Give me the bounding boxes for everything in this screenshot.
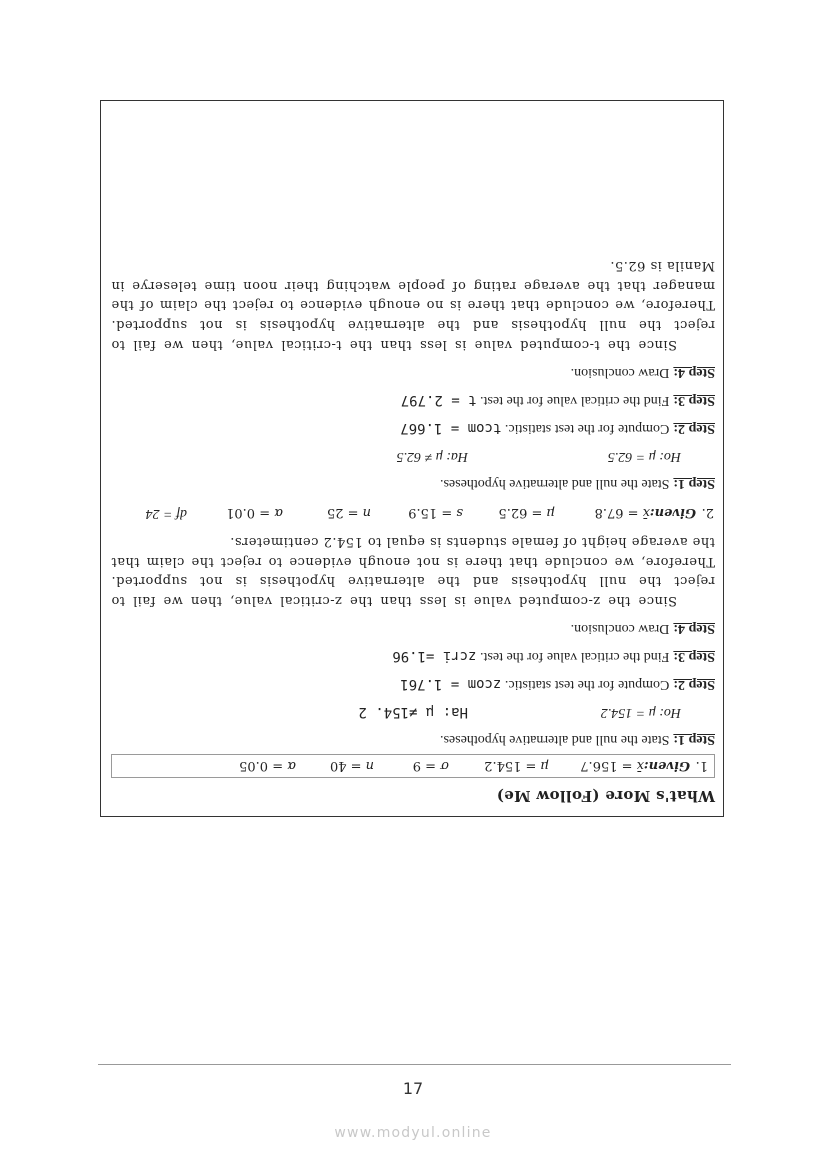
given-symbol: α bbox=[287, 758, 296, 774]
given-value: = 25 bbox=[326, 505, 359, 521]
problem-1-given-label: Given: bbox=[643, 758, 690, 774]
given-value: = 40 bbox=[329, 758, 362, 774]
step-text: Compute for the test statistic. bbox=[504, 677, 670, 692]
given-value: = 62.5 bbox=[498, 505, 543, 521]
given-value: = 154.2 bbox=[484, 758, 537, 774]
step-label: Step 1: bbox=[673, 475, 715, 491]
given-symbol: σ bbox=[440, 758, 449, 774]
given-value: = 156.7 bbox=[580, 758, 633, 774]
given-symbol: x̄ bbox=[636, 758, 644, 774]
given-value: = 0.05 bbox=[239, 758, 284, 774]
problem-1-step-1 bbox=[111, 730, 715, 748]
alternative-hypothesis: Ha: μ ≠ 62.5 bbox=[396, 448, 468, 464]
step-label: Step 3: bbox=[673, 392, 715, 408]
problem-1-number: 1. bbox=[695, 758, 708, 774]
given-symbol: df bbox=[176, 505, 187, 521]
step-text: State the null and alternative hypotheses. bbox=[439, 475, 670, 491]
step-text: Find the critical value for the test. bbox=[480, 392, 670, 408]
given-symbol: s bbox=[456, 505, 463, 521]
page-number: 17 bbox=[402, 1079, 424, 1098]
problem-2-step-3 bbox=[111, 391, 715, 409]
given-value: = 24 bbox=[145, 505, 173, 521]
problem-1-given bbox=[111, 754, 715, 778]
problem-1-step-2 bbox=[111, 675, 715, 693]
problem-2-conclusion: Since the t-computed value is less than the t-critical value, then we fail to reject the null hypothesis and the alternative hypothesis is not supported. Therefore, we conclude that there is no enough evidence to reject the claim of the manager that the average rating of people watching their noon time teleserye in Manila is 62.5. bbox=[111, 258, 715, 352]
given-value: = 15.9 bbox=[408, 505, 453, 521]
problem-1-hypotheses bbox=[111, 703, 715, 721]
step-label: Step 4: bbox=[673, 621, 715, 636]
given-symbol: μ bbox=[540, 758, 549, 774]
problem-2-given bbox=[111, 504, 715, 522]
given-value: = 67.8 bbox=[594, 505, 639, 521]
rotated-content bbox=[101, 101, 725, 818]
problem-2-step-2 bbox=[111, 419, 715, 437]
given-value: = 9 bbox=[412, 758, 436, 774]
step-label: Step 4: bbox=[673, 364, 715, 380]
step-label: Step 2: bbox=[673, 420, 715, 436]
problem-2-number: 2. bbox=[701, 505, 714, 521]
step-label: Step 1: bbox=[673, 732, 715, 747]
given-symbol: x̄ bbox=[642, 505, 650, 521]
problem-2-given-label: Given: bbox=[649, 505, 696, 521]
problem-2-step-1 bbox=[111, 474, 715, 492]
footer-divider bbox=[98, 1064, 731, 1065]
content-inner bbox=[111, 256, 715, 808]
step-text: Draw conclusion. bbox=[570, 621, 670, 636]
step-text: Compute for the test statistic. bbox=[504, 420, 670, 436]
given-value: = 0.01 bbox=[226, 505, 271, 521]
null-hypothesis: Ho: μ = 62.5 bbox=[607, 448, 681, 464]
problem-2-hypotheses bbox=[111, 447, 715, 465]
step-text: Draw conclusion. bbox=[570, 364, 670, 380]
problem-1-step-3 bbox=[111, 647, 715, 665]
step-text: State the null and alternative hypotheses. bbox=[439, 732, 670, 747]
step-label: Step 3: bbox=[673, 649, 715, 664]
problem-2-step-4 bbox=[111, 363, 715, 381]
given-symbol: μ bbox=[546, 505, 555, 521]
step-value: t = 2.797 bbox=[400, 391, 477, 408]
given-symbol: α bbox=[274, 505, 283, 521]
watermark: www.modyul.online bbox=[334, 1125, 492, 1141]
alternative-hypothesis: Ha: μ ≠154. 2 bbox=[358, 704, 468, 720]
given-symbol: n bbox=[365, 758, 374, 774]
step-text: Find the critical value for the test. bbox=[480, 649, 670, 664]
problem-1-conclusion: Since the z-computed value is less than the z-critical value, then we fail to reject the null hypothesis and the alternative hypothesis is not supported. Therefore, we conclude that there is not enough evidence to reject the claim that the average height of female students is equal to 154.2 centimeters. bbox=[111, 534, 715, 608]
step-value: tcom = 1.667 bbox=[400, 419, 502, 436]
step-value: zcri =1.96 bbox=[392, 648, 477, 664]
step-label: Step 2: bbox=[673, 677, 715, 692]
null-hypothesis: Ho: μ = 154.2 bbox=[600, 705, 681, 720]
content-box bbox=[100, 100, 724, 817]
problem-1-step-4 bbox=[111, 619, 715, 637]
section-title: What's More (Follow Me) bbox=[496, 787, 715, 805]
given-symbol: n bbox=[362, 505, 371, 521]
step-value: zcom = 1.761 bbox=[400, 676, 502, 692]
